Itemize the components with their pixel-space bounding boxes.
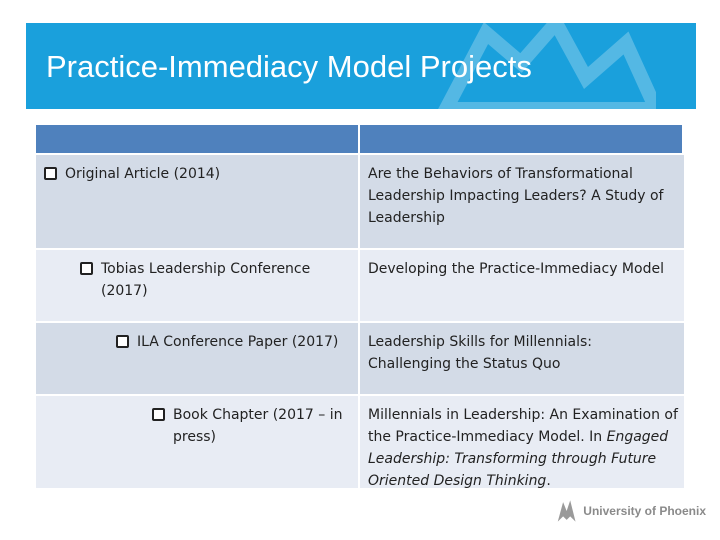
table-cell-left — [36, 250, 360, 321]
logo-text: University of Phoenix — [583, 504, 706, 518]
description-italic-part: Engaged Leadership: Transforming through Future Oriented Design Thinking — [368, 429, 669, 489]
description-part: Millennials in Leadership: An Examination of the Practice-Immediacy Model. — [368, 407, 678, 445]
table-cell-left — [36, 155, 360, 248]
table-cell-right — [360, 396, 684, 488]
project-description: Leadership Skills for Millennials: Challenging the Status Quo — [368, 334, 592, 372]
table-cell-right — [360, 323, 684, 394]
project-label: Book Chapter (2017 – in press) — [173, 407, 343, 445]
project-label: ILA Conference Paper (2017) — [137, 334, 339, 350]
phoenix-bird-icon — [556, 497, 577, 525]
checkbox-bullet-icon — [116, 335, 129, 348]
checkbox-bullet-icon — [80, 262, 93, 275]
table-cell-left — [36, 323, 360, 394]
project-description — [366, 404, 678, 492]
table-cell-left — [36, 396, 360, 488]
project-description: Developing the Practice-Immediacy Model — [368, 261, 664, 277]
checkbox-bullet-icon — [44, 167, 57, 180]
table-header-left — [36, 125, 360, 153]
project-description: Are the Behaviors of Transformational Leadership Impacting Leaders? A Study of Leadership — [368, 166, 664, 226]
table-header-right — [360, 125, 684, 153]
university-logo — [556, 496, 706, 526]
project-label: Tobias Leadership Conference (2017) — [101, 261, 311, 299]
description-part: In — [584, 429, 607, 445]
project-label: Original Article (2014) — [65, 166, 221, 182]
table-cell-right — [360, 155, 684, 248]
projects-table — [36, 125, 684, 488]
description-part: . — [546, 473, 551, 489]
slide-title: Practice-Immediacy Model Projects — [46, 49, 532, 84]
title-banner — [26, 23, 696, 109]
checkbox-bullet-icon — [152, 408, 165, 421]
table-cell-right — [360, 250, 684, 321]
